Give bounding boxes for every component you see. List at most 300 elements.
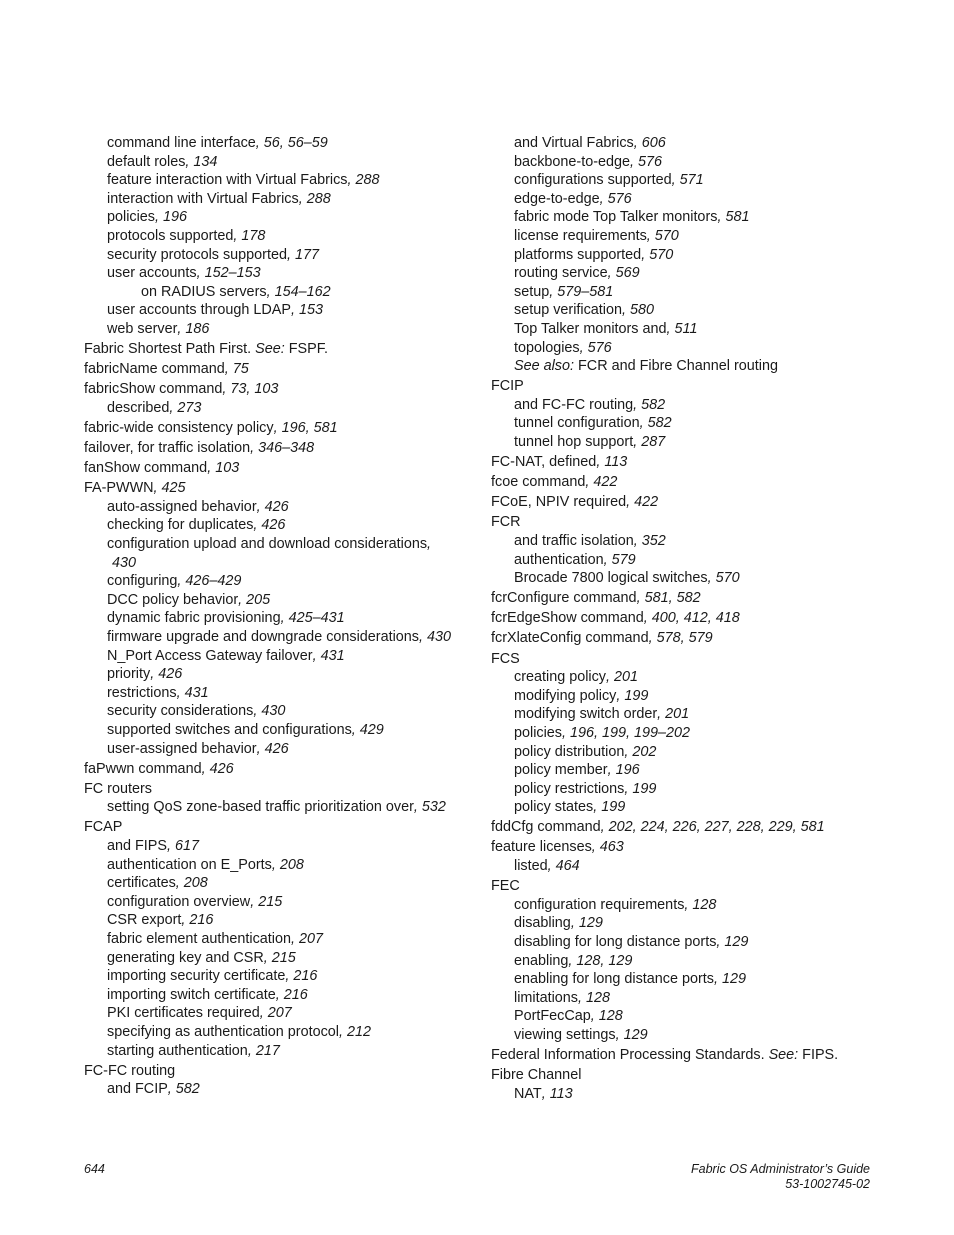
entry-term: FC-NAT, defined [491,454,597,471]
index-entry [491,377,881,396]
entry-term: setting QoS zone-based traffic prioritization over [107,799,414,816]
index-entry [491,650,881,669]
page-reference: 129 [724,933,749,950]
entry-term: failover, for traffic isolation [84,440,251,456]
index-entry: policy states, 199 [514,799,626,816]
page-reference: 463 [599,839,624,856]
index-entry: fabric mode Top Talker monitors, 581 [514,209,750,226]
index-entry: restrictions, 431 [107,684,209,701]
page-reference: 431 [320,647,345,664]
index-entry: dynamic fabric provisioning, 425–431 [107,610,345,627]
index-entry: firmware upgrade and downgrade considerations, 430 [107,628,452,645]
entry-term: modifying policy [514,687,617,704]
index-entry: policies, 196 [107,209,188,226]
entry-term: configuration upload and download considerations [107,535,428,552]
index-entry [491,357,881,376]
entry-term: listed [514,858,548,875]
index-entry: setup verification, 580 [514,302,655,319]
page-reference: 581 [725,209,750,226]
page-reference: 569 [615,265,640,282]
index-entry: topologies, 576 [514,339,612,356]
entry-term: fcrConfigure command [491,590,637,607]
entry-term: creating policy [514,669,606,686]
index-entry [491,877,881,896]
entry-term: CSR export [107,912,182,929]
see-reference-target: FSPF. [284,341,328,358]
entry-term: supported switches and configurations [107,721,352,738]
entry-term: described [107,399,170,416]
entry-term: fabric element authentication [107,930,291,947]
entry-term: Top Talker monitors and [514,320,667,337]
page-reference: 201 [665,706,690,723]
page-reference: 422 [593,474,618,491]
entry-term: enabling for long distance ports [514,971,715,988]
page-reference: 346–348 [258,440,315,456]
entry-term: fcrEdgeShow command [491,610,644,627]
page-reference: 430 [261,703,286,720]
entry-term: policy member [514,762,608,779]
index-entry: security protocols supported, 177 [107,246,319,263]
entry-term: backbone-to-edge [514,153,631,170]
entry-term: user accounts [107,265,197,282]
page-reference: 579–581 [557,283,614,300]
index-entry: and FC-FC routing, 582 [514,396,666,413]
index-entry: limitations, 128 [514,989,610,1006]
entry-term: dynamic fabric provisioning [107,610,281,627]
entry-term: specifying as authentication protocol [107,1023,339,1040]
page-number: 644 [84,1162,105,1176]
index-entry: fcrConfigure command, 581, 582 [491,590,701,607]
index-entry [84,818,474,837]
index-entry [491,1046,881,1065]
page-reference: 207 [267,1005,292,1022]
page-reference: 129 [722,971,747,988]
page-reference: 617 [175,837,200,854]
page-reference: 216 [293,968,318,985]
page-reference: 75 [232,361,249,378]
entry-term: tunnel configuration [514,415,640,432]
entry-term: modifying switch order [514,706,658,723]
page-reference: 582 [647,415,672,432]
index-entry: CSR export, 216 [107,912,214,929]
entry-term: interaction with Virtual Fabrics [107,190,299,207]
page-reference: 430 [112,554,137,571]
page-reference: 202, 224, 226, 227, 228, 229, 581 [608,819,825,836]
page-reference: 580 [630,302,655,319]
page-reference: 196, 581 [281,419,338,436]
page-reference: 216 [189,912,214,929]
entry-term: policy states [514,799,594,816]
index-column-right [491,134,881,1103]
entry-term: DCC policy behavior [107,591,239,608]
page-reference: 422 [634,494,659,511]
index-entry: fabricShow command, 73, 103 [84,381,279,398]
page-reference: 113 [604,454,628,471]
index-entry [491,1066,881,1085]
entry-term: FCS [491,650,520,667]
entry-term: authentication on E_Ports [107,856,272,873]
page-reference: 582 [641,396,666,413]
index-entry: Top Talker monitors and, 511 [514,320,698,337]
entry-term: command line interface [107,135,256,151]
index-entry: user-assigned behavior, 426 [107,740,289,757]
index-entry: FC-NAT, defined, 113 [491,454,628,471]
index-entry: tunnel hop support, 287 [514,434,666,450]
entry-term: FCIP [491,378,524,395]
index-entry: authentication on E_Ports, 208 [107,856,304,873]
page-reference: 134 [193,153,218,170]
index-entry: PKI certificates required, 207 [107,1005,292,1022]
entry-term: enabling [514,952,569,969]
entry-term: faPwwn command [84,760,202,777]
entry-term: security considerations [107,703,254,720]
index-entry: auto-assigned behavior, 426 [107,498,289,515]
page-reference: 578, 579 [656,630,713,647]
entry-term: user-assigned behavior [107,740,257,757]
entry-term: certificates [107,875,176,892]
page-reference: 426 [264,498,289,515]
index-entry: configuration overview, 215 [107,893,283,910]
index-entry: viewing settings, 129 [514,1026,648,1043]
entry-term: FCoE, NPIV required [491,494,627,511]
entry-term: viewing settings [514,1026,616,1043]
index-entry: fddCfg command, 202, 224, 226, 227, 228, 229, 581 [491,819,825,836]
index-entry: FA-PWWN, 425 [84,480,186,497]
page-reference: 576 [587,339,612,356]
index-entry: fcrXlateConfig command, 578, 579 [491,630,713,647]
page-reference: 196 [615,762,640,779]
entry-term: setup verification [514,302,622,319]
page-reference: 199 [624,687,649,704]
page-reference: 576 [607,190,632,207]
page-reference: 215 [258,893,283,910]
page-reference: 352 [641,532,666,549]
page-reference: 215 [271,949,296,966]
index-entry: failover, for traffic isolation, 346–348 [84,440,315,456]
entry-term: priority [107,666,151,683]
index-entry: modifying switch order, 201 [514,706,690,723]
index-entry: enabling for long distance ports, 129 [514,971,747,988]
index-entry: PortFecCap, 128 [514,1008,623,1025]
entry-term: on RADIUS servers [141,283,267,300]
index-entry: policy distribution, 202 [514,743,657,760]
index-entry: and FCIP, 582 [107,1081,200,1098]
index-entry: default roles, 134 [107,153,218,170]
page-reference: 287 [641,434,666,450]
page-reference: 56, 56–59 [263,135,328,151]
index-entry: fcoe command, 422 [491,474,618,491]
page-reference: 129 [623,1026,648,1043]
index-entry: setting QoS zone-based traffic prioritization over, 532 [107,799,446,816]
page-reference: 425 [161,480,186,497]
entry-term: fcrXlateConfig command [491,630,649,647]
page-reference: 199 [632,780,657,797]
doc-number: 53-1002745-02 [785,1177,870,1191]
entry-term: configuration overview [107,893,251,910]
index-entry: N_Port Access Gateway failover, 431 [107,647,345,664]
entry-term: and Virtual Fabrics [514,135,634,151]
entry-term: fabricName command [84,361,225,378]
index-entry: disabling for long distance ports, 129 [514,933,749,950]
index-entry: setup, 579–581 [514,283,614,300]
entry-term: policy distribution [514,743,625,760]
entry-term: platforms supported [514,246,642,263]
entry-term: fabricShow command [84,381,223,398]
entry-term: disabling [514,915,571,932]
page-reference: 196, 199, 199–202 [570,724,691,741]
page-reference: 153 [299,302,324,319]
page-reference: 103 [215,460,240,477]
page-reference: 426 [264,740,289,757]
index-entry: disabling, 129 [514,915,603,932]
page-reference: 208 [279,856,304,873]
entry-term: checking for duplicates [107,517,254,534]
entry-term: configurations supported [514,172,672,189]
index-entry: feature licenses, 463 [491,839,624,856]
entry-term: and traffic isolation [514,532,634,549]
entry-term: feature licenses [491,839,592,856]
index-entry [84,340,474,359]
page-reference: 426–429 [185,573,242,590]
entry-term: edge-to-edge [514,190,600,207]
page-reference: 570 [649,246,674,263]
page-reference: 426 [209,760,234,777]
index-entry: policies, 196, 199, 199–202 [514,724,691,741]
index-entry: checking for duplicates, 426 [107,517,286,534]
page-reference: 576 [638,153,663,170]
index-entry: policy restrictions, 199 [514,780,657,797]
entry-term: FA-PWWN [84,480,154,497]
entry-term: policy restrictions [514,780,625,797]
page-reference: 429 [359,721,384,738]
index-entry: fanShow command, 103 [84,460,240,477]
page-reference: 178 [241,227,266,244]
entry-term: PKI certificates required [107,1005,260,1022]
entry-term: generating key and CSR [107,949,264,966]
page-reference: 400, 412, 418 [651,610,740,627]
entry-term: FCAP [84,819,123,836]
index-entry: listed, 464 [514,858,580,875]
index-entry: authentication, 579 [514,551,636,568]
index-entry: tunnel configuration, 582 [514,415,672,432]
page-reference: 426 [261,517,286,534]
page-reference: 511 [674,320,698,337]
entry-term: fddCfg command [491,819,601,836]
entry-term: topologies [514,339,580,356]
page-reference: 581, 582 [644,590,701,607]
entry-term: auto-assigned behavior [107,498,257,515]
index-entry: NAT, 113 [514,1085,573,1102]
entry-term: importing switch certificate [107,986,276,1003]
page-reference: 570 [654,227,679,244]
page-reference: 128 [692,896,717,913]
entry-term: FC-FC routing [84,1062,176,1079]
page-reference: 217 [255,1042,280,1059]
entry-term: FC routers [84,780,152,797]
page-reference: 73, 103 [230,381,279,398]
index-entry: importing switch certificate, 216 [107,986,308,1003]
page-reference: 532 [421,799,446,816]
index-entry: web server, 186 [107,320,210,337]
index-entry: specifying as authentication protocol, 212 [107,1023,372,1040]
index-entry: and FIPS, 617 [107,837,200,854]
entry-term: importing security certificate [107,968,286,985]
index-entry: configuration requirements, 128 [514,896,717,913]
see-reference-label: See also: [514,358,575,375]
page-reference: 570 [715,570,740,587]
entry-term: security protocols supported [107,246,287,263]
index-entry: configuring, 426–429 [107,573,242,590]
page-reference: 288 [355,172,380,189]
index-entry: DCC policy behavior, 205 [107,591,271,608]
page-reference: 216 [283,986,308,1003]
entry-term: default roles [107,153,186,170]
index-entry: fabricName command, 75 [84,361,249,378]
entry-term: Fibre Channel [491,1067,582,1084]
index-entry: Brocade 7800 logical switches, 570 [514,570,740,587]
entry-term: and FIPS [107,837,167,854]
see-reference-target: FIPS. [798,1047,839,1063]
page-reference: 273 [177,399,202,416]
index-entry [491,513,881,532]
index-entry: command line interface, 56, 56–59 [107,135,328,151]
page-reference: 464 [555,858,580,875]
entry-term: and FC-FC routing [514,396,634,413]
entry-term: fabric mode Top Talker monitors [514,209,718,226]
entry-term: setup [514,283,550,300]
page-reference: 430 [427,628,452,645]
index-entry: faPwwn command, 426 [84,760,234,777]
page-reference: 579 [611,551,636,568]
page-reference: 196 [163,209,188,226]
index-entry: on RADIUS servers, 154–162 [141,283,331,300]
page-reference: 128, 129 [576,952,633,969]
page-reference: 186 [185,320,210,337]
entry-term: disabling for long distance ports [514,933,717,950]
entry-term: and FCIP [107,1081,168,1098]
entry-term: N_Port Access Gateway failover [107,647,313,664]
page-reference: 205 [246,591,271,608]
see-reference-target: FCR and Fibre Channel routing [574,358,778,375]
page-reference: 425–431 [288,610,345,627]
page-reference: 212 [347,1023,372,1040]
entry-term: authentication [514,551,604,568]
index-entry: and Virtual Fabrics, 606 [514,135,666,151]
page-reference: 208 [183,875,208,892]
index-entry: fabric element authentication, 207 [107,930,324,947]
index-entry: and traffic isolation, 352 [514,532,666,549]
index-entry: configurations supported, 571 [514,172,704,189]
index-entry: certificates, 208 [107,875,208,892]
entry-term: starting authentication [107,1042,248,1059]
index-entry: fabric-wide consistency policy, 196, 581 [84,419,338,436]
page-reference: 128 [598,1008,623,1025]
page-reference: 288 [306,190,331,207]
page-reference: 129 [578,915,603,932]
entry-term: protocols supported [107,227,234,244]
index-entry: fcrEdgeShow command, 400, 412, 418 [491,610,740,627]
index-entry: FCoE, NPIV required, 422 [491,494,659,511]
page-reference: 113 [549,1085,573,1102]
entry-term: Brocade 7800 logical switches [514,570,708,587]
entry-term: user accounts through LDAP [107,302,291,319]
index-entry: routing service, 569 [514,265,640,282]
index-entry: security considerations, 430 [107,703,286,720]
index-entry: generating key and CSR, 215 [107,949,296,966]
entry-term: configuration requirements [514,896,685,913]
entry-term: routing service [514,265,608,282]
entry-term: NAT [514,1085,542,1102]
page-reference: 128 [585,989,610,1006]
entry-term: fabric-wide consistency policy [84,419,274,436]
index-entry: interaction with Virtual Fabrics, 288 [107,190,331,207]
index-entry: policy member, 196 [514,762,640,779]
index-entry: feature interaction with Virtual Fabrics, 288 [107,172,380,189]
entry-term: Fabric Shortest Path First. [84,341,256,358]
page-reference: 207 [299,930,324,947]
page-reference: 426 [158,666,183,683]
page-reference: 571 [679,172,704,189]
index-entry: platforms supported, 570 [514,246,674,263]
entry-term: Federal Information Processing Standards. [491,1047,769,1063]
entry-term: web server [107,320,178,337]
index-entry: user accounts through LDAP, 153 [107,302,324,319]
entry-term: license requirements [514,227,647,244]
index-entry: supported switches and configurations, 429 [107,721,384,738]
index-entry [84,780,474,799]
page-reference: 606 [641,135,666,151]
page-reference: 152–153 [204,265,261,282]
entry-term: policies [107,209,155,226]
index-entry: starting authentication, 217 [107,1042,280,1059]
index-entry [84,1062,474,1081]
entry-term: limitations [514,989,578,1006]
index-entry: creating policy, 201 [514,669,639,686]
entry-term: FCR [491,514,521,531]
page-reference: 202 [632,743,657,760]
entry-term: configuring [107,573,178,590]
footer-doc-info [691,1162,870,1192]
index-entry: described, 273 [107,399,202,416]
index-entry: priority, 426 [107,666,183,683]
entry-term: fanShow command [84,460,208,477]
index-column-left [84,134,474,1099]
entry-term: feature interaction with Virtual Fabrics [107,172,348,189]
index-entry: enabling, 128, 129 [514,952,633,969]
index-entry: configuration upload and download considerations, 430 [84,535,474,572]
entry-term: PortFecCap [514,1008,591,1025]
entry-term: restrictions [107,684,177,701]
index-entry: backbone-to-edge, 576 [514,153,663,170]
index-entry: license requirements, 570 [514,227,679,244]
page-reference: 431 [184,684,209,701]
page-reference: 154–162 [274,283,331,300]
see-reference-label: See: [768,1047,799,1063]
index-entry: importing security certificate, 216 [107,968,318,985]
entry-term: firmware upgrade and downgrade considerations [107,628,419,645]
index-entry: protocols supported, 178 [107,227,266,244]
index-entry: user accounts, 152–153 [107,265,261,282]
page-reference: 199 [601,799,626,816]
guide-title: Fabric OS Administrator’s Guide [691,1162,870,1176]
page-reference: 177 [294,246,319,263]
see-reference-label: See: [255,341,285,358]
index-entry: modifying policy, 199 [514,687,649,704]
page-reference: 582 [175,1081,200,1098]
index-entry: edge-to-edge, 576 [514,190,632,207]
entry-term: tunnel hop support [514,434,634,450]
entry-term: FEC [491,878,520,895]
